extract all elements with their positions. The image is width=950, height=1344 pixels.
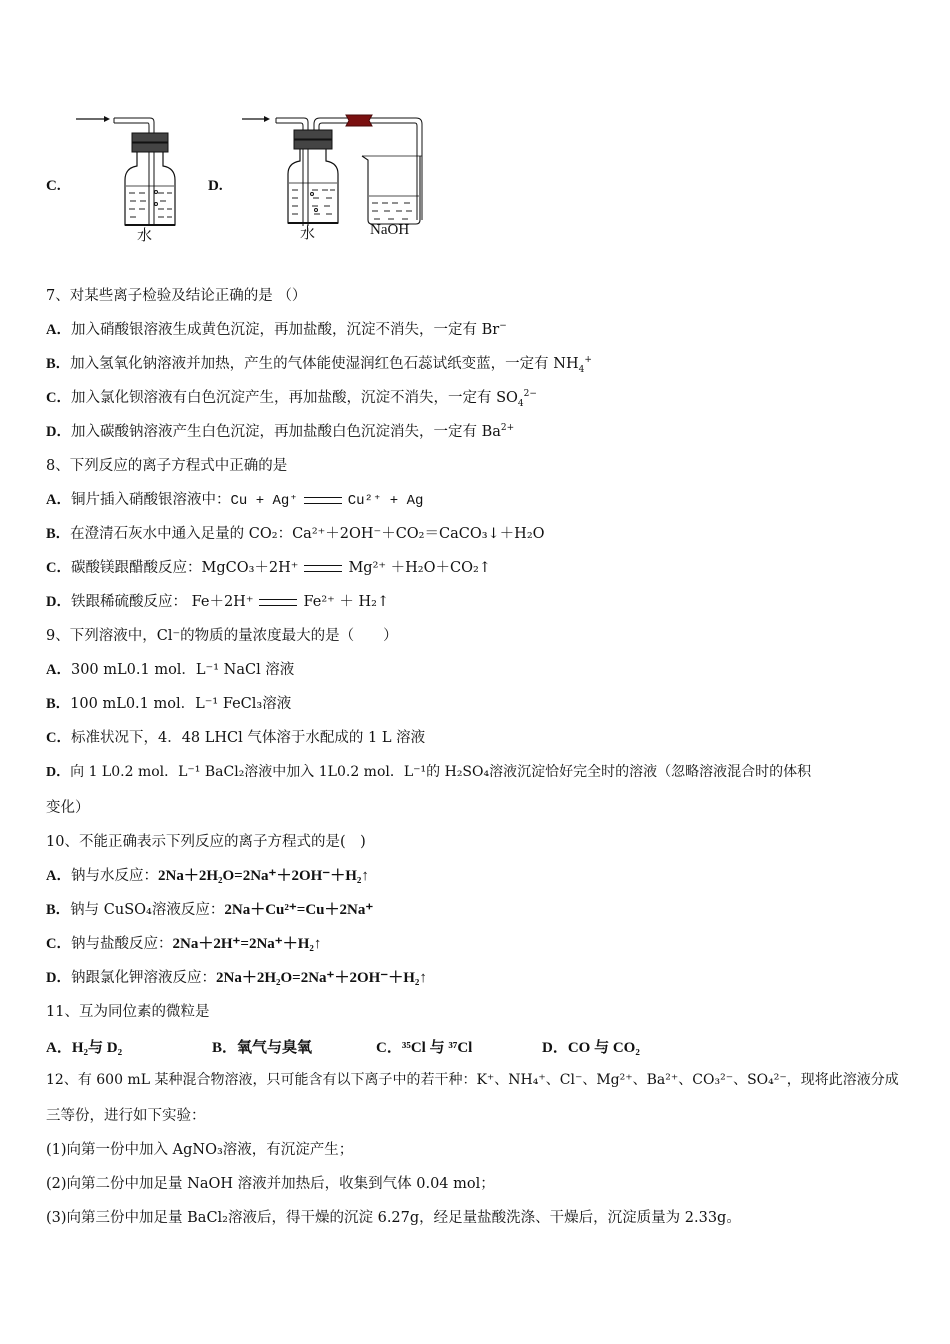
question-9-option-d <box>46 762 811 783</box>
question-7-stem: 7、对某些离子检验及结论正确的是 （） <box>46 288 307 304</box>
question-10-option-b <box>46 900 373 920</box>
diagram-d-naoh-caption: NaOH <box>370 222 410 238</box>
option-letter: A． <box>46 1040 72 1056</box>
option-text: CO 与 CO₂ <box>567 1040 640 1056</box>
option-letter: C． <box>376 1040 402 1056</box>
equals-sign <box>304 497 342 504</box>
superscript: + <box>584 355 592 366</box>
equation-lhs: Cu + Ag⁺ <box>230 493 298 509</box>
question-11-option-b <box>212 1036 312 1057</box>
equals-sign <box>304 565 342 572</box>
equation: 2Na＋2H₂O=2Na⁺＋2OH⁻＋H₂↑ <box>215 970 427 986</box>
option-letter: B． <box>46 356 71 372</box>
option-letter: A． <box>46 492 71 508</box>
question-8-option-d <box>46 592 389 612</box>
option-letter: A． <box>46 868 71 884</box>
question-9-option-a <box>46 660 294 680</box>
question-7-option-c <box>46 388 537 408</box>
question-9-option-b <box>46 694 291 714</box>
option-text: 标准状况下，4．48 LHCl 气体溶于水配成的 1 L 溶液 <box>70 730 426 746</box>
question-7-option-b <box>46 354 592 374</box>
question-12-step-3: (3)向第三份中加足量 BaCl₂溶液后，得干燥的沉淀 6.27g，经足量盐酸洗涤、干燥后，沉淀质量为 2.33g。 <box>46 1210 741 1226</box>
option-letter: B． <box>46 902 71 918</box>
diagram-c-water-caption: 水 <box>137 228 153 244</box>
superscript: 2+ <box>500 423 515 434</box>
option-text: 加入氯化钡溶液有白色沉淀产生，再加盐酸，沉淀不消失，一定有 SO <box>70 390 518 406</box>
option-letter: D． <box>46 594 71 610</box>
superscript: 2− <box>523 389 537 400</box>
equation-rhs: Cu²⁺ + Ag <box>347 493 424 509</box>
option-letter: D． <box>46 424 71 440</box>
option-text: 钠与 CuSO₄溶液反应： <box>70 902 225 918</box>
option-text: 加入碳酸钠溶液产生白色沉淀，再加盐酸白色沉淀消失，一定有 Ba <box>70 424 501 440</box>
option-text: H₂与 D₂ <box>71 1040 123 1056</box>
option-text: 加入氢氧化钠溶液并加热，产生的气体能使湿润红色石蕊试纸变蓝，一定有 NH <box>70 356 579 372</box>
question-11-option-c <box>376 1036 472 1057</box>
option-letter: B． <box>46 696 71 712</box>
question-12-step-2: (2)向第二份中加足量 NaOH 溶液并加热后，收集到气体 0.04 mol； <box>46 1176 495 1192</box>
subscript: 4 <box>517 398 524 409</box>
option-text: 氧气与臭氧 <box>237 1040 313 1056</box>
diagram-d-label: D. <box>208 178 223 194</box>
diagram-d-water-caption: 水 <box>300 226 316 242</box>
option-text: 加入硝酸银溶液生成黄色沉淀，再加盐酸，沉淀不消失，一定有 Br <box>70 322 500 338</box>
option-letter: A． <box>46 322 71 338</box>
question-9-option-c <box>46 728 425 748</box>
question-12-step-1: (1)向第一份中加入 AgNO₃溶液，有沉淀产生； <box>46 1142 354 1158</box>
equation-lhs: Fe＋2H⁺ <box>191 594 254 610</box>
question-11-options <box>0 1036 950 1058</box>
option-letter: D． <box>46 970 71 986</box>
equation-lhs: MgCO₃＋2H⁺ <box>201 560 299 576</box>
question-10-option-c <box>46 934 321 954</box>
option-text: 碳酸镁跟醋酸反应： <box>70 560 202 576</box>
question-7-option-d <box>46 422 514 442</box>
option-text: 铜片插入硝酸银溶液中： <box>70 492 231 508</box>
option-letter: B． <box>46 526 71 542</box>
option-letter: D． <box>46 765 71 780</box>
question-7-option-a <box>46 320 507 340</box>
option-text: 100 mL0.1 mol．L⁻¹ FeCl₃溶液 <box>70 696 292 712</box>
question-12-stem-line-1: 12、有 600 mL 某种混合物溶液，只可能含有以下离子中的若干种：K⁺、NH₄⁺、Cl⁻、Mg²⁺、Ba²⁺、CO₃²⁻、SO₄²⁻，现将此溶液分成 <box>46 1072 899 1088</box>
option-letter: C． <box>46 560 71 576</box>
option-text: 钠与盐酸反应： <box>70 936 173 952</box>
question-11-option-a <box>46 1036 122 1057</box>
option-letter: C． <box>46 390 71 406</box>
equation-rhs: Mg²⁺ ＋H₂O＋CO₂↑ <box>348 560 491 576</box>
option-text: 钠与水反应： <box>70 868 158 884</box>
question-8-option-c <box>46 558 491 578</box>
question-9-stem: 9、下列溶液中，Cl⁻的物质的量浓度最大的是（ ） <box>46 628 398 644</box>
option-text: 300 mL0.1 mol．L⁻¹ NaCl 溶液 <box>70 662 295 678</box>
option-text: 向 1 L0.2 mol．L⁻¹ BaCl₂溶液中加入 1L0.2 mol．L⁻¹的 H₂SO₄溶液沉淀恰好完全时的溶液（忽略溶液混合时的体积 <box>70 764 812 780</box>
question-8-stem: 8、下列反应的离子方程式中正确的是 <box>46 458 288 474</box>
subscript: 4 <box>578 364 585 375</box>
question-12-stem-line-2: 三等份，进行如下实验： <box>46 1108 206 1124</box>
question-10-option-d <box>46 968 427 988</box>
option-letter: A． <box>46 662 71 678</box>
equation: 2Na＋Cu²⁺=Cu＋2Na⁺ <box>224 902 374 918</box>
question-8-option-b <box>46 524 545 544</box>
option-text: ³⁵Cl 与 ³⁷Cl <box>401 1040 473 1056</box>
option-text: 在澄清石灰水中通入足量的 CO₂： <box>70 526 293 542</box>
option-letter: C． <box>46 730 71 746</box>
equals-sign <box>259 599 297 606</box>
superscript: − <box>499 321 507 332</box>
equation: 2Na＋2H⁺=2Na⁺＋H₂↑ <box>172 936 322 952</box>
equation: 2Na＋2H₂O=2Na⁺＋2OH⁻＋H₂↑ <box>157 868 369 884</box>
option-letter: D． <box>542 1040 568 1056</box>
question-11-stem: 11、互为同位素的微粒是 <box>46 1004 210 1020</box>
gas-washing-bottle-diagram-c <box>70 108 190 243</box>
question-10-option-a <box>46 866 369 886</box>
question-11-option-d <box>542 1036 640 1057</box>
option-letter: B． <box>212 1040 238 1056</box>
diagram-c-label: C. <box>46 178 61 194</box>
option-text: 钠跟氯化钾溶液反应： <box>70 970 216 986</box>
question-8-option-a <box>46 490 423 511</box>
option-letter: C． <box>46 936 71 952</box>
question-10-stem: 10、不能正确表示下列反应的离子方程式的是( ) <box>46 834 366 850</box>
equation-rhs: Fe²⁺ ＋ H₂↑ <box>303 594 390 610</box>
question-9-option-d-continuation: 变化） <box>46 800 90 816</box>
equation: Ca²⁺＋2OH⁻＋CO₂＝CaCO₃↓＋H₂O <box>292 526 545 542</box>
option-text: 铁跟稀硫酸反应： <box>70 594 187 610</box>
